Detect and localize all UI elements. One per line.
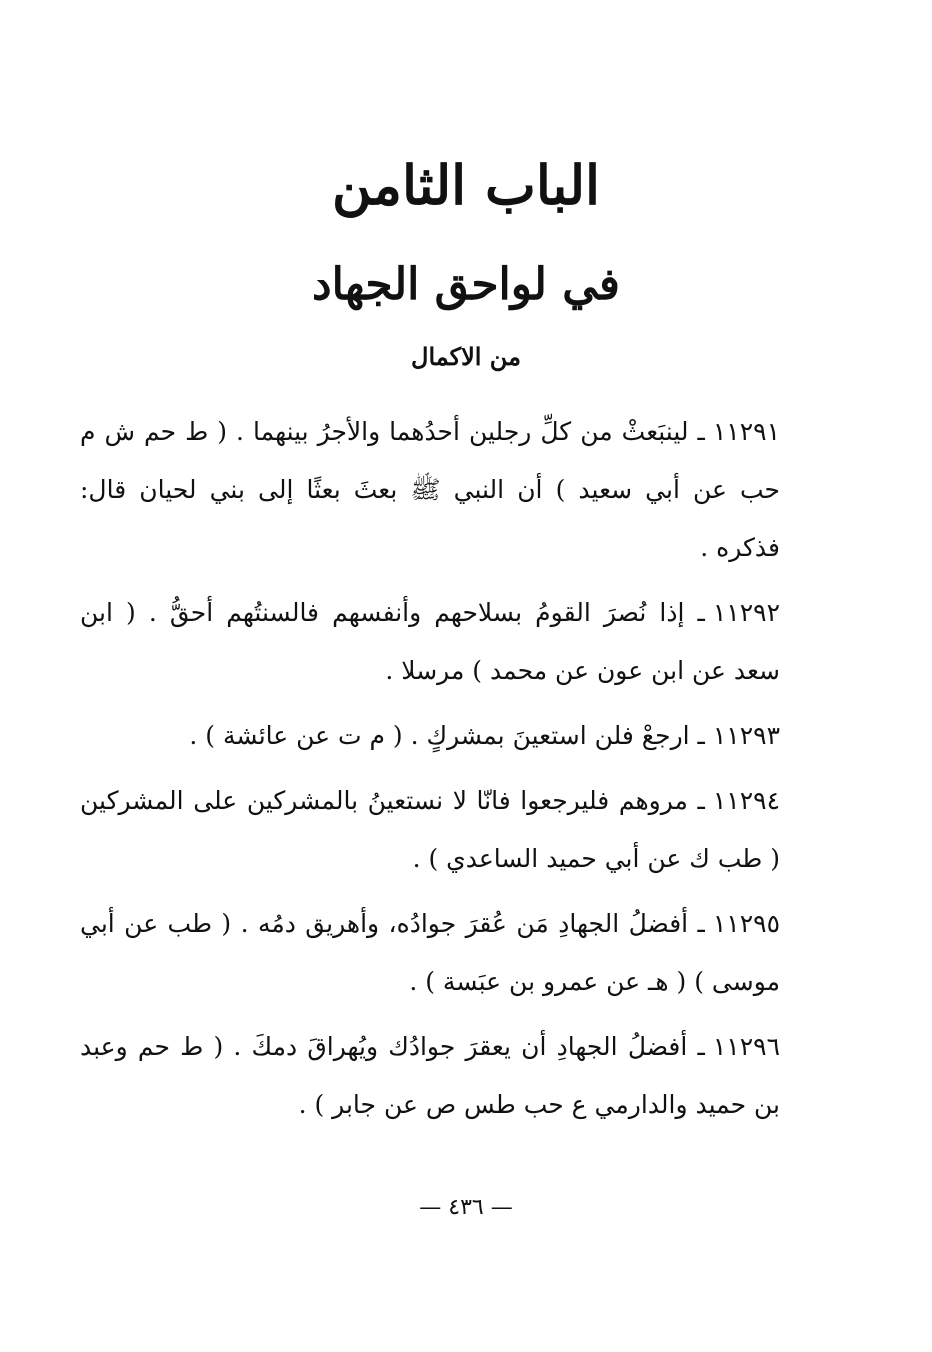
hadith-entry: [80, 772, 780, 888]
entry-text: ـ أفضلُ الجهادِ مَن عُقرَ جوادُه، وأهريق دمُه . ( طب عن أبي موسى ) ( هـ عن عمرو بن عبَسة ) .: [80, 909, 780, 996]
chapter-title: في لواحق الجهاد: [312, 259, 620, 310]
hadith-entries: [80, 403, 780, 1141]
entry-number: ١١٢٩٢: [712, 598, 780, 627]
hadith-entry: [80, 403, 780, 577]
entry-text: ـ إذا نُصرَ القومُ بسلاحهم وأنفسهم فالسنتُهم أحقُّ . ( ابن سعد عن ابن عون عن محمد ) مرسلا .: [80, 598, 780, 685]
entry-text: ـ ارجعْ فلن استعينَ بمشركٍ . ( م ت عن عائشة ) .: [189, 721, 705, 750]
entry-text: ـ أفضلُ الجهادِ أن يعقرَ جوادُك ويُهراقَ دمكَ . ( ط حم وعبد بن حميد والدارمي ع حب طس ص عن جابر ) .: [80, 1032, 780, 1119]
entry-number: ١١٢٩١: [712, 417, 780, 446]
entry-text: ـ لينبَعثْ من كلِّ رجلين أحدُهما والأجرُ بينهما . ( ط حم ش م حب عن أبي سعيد ) أن النبي ﷺ بعثَ بعثًا إلى بني لحيان قال: فذكره .: [80, 417, 780, 562]
entry-number: ١١٢٩٣: [712, 721, 780, 750]
entry-number: ١١٢٩٤: [712, 786, 780, 815]
section-subtitle: من الاكمال: [411, 342, 521, 371]
hadith-entry: [80, 895, 780, 1011]
hadith-entry: [80, 707, 780, 765]
page-number: — ٤٣٦ —: [419, 1195, 513, 1220]
chapter-heading: الباب الثامن: [331, 153, 601, 217]
hadith-entry: [80, 1018, 780, 1134]
entry-number: ١١٢٩٦: [712, 1032, 780, 1061]
hadith-entry: [80, 584, 780, 700]
entry-text: ـ مروهم فليرجعوا فانّا لا نستعينُ بالمشركين على المشركين ( طب ك عن أبي حميد الساعدي ) .: [80, 786, 780, 873]
entry-number: ١١٢٩٥: [712, 909, 780, 938]
